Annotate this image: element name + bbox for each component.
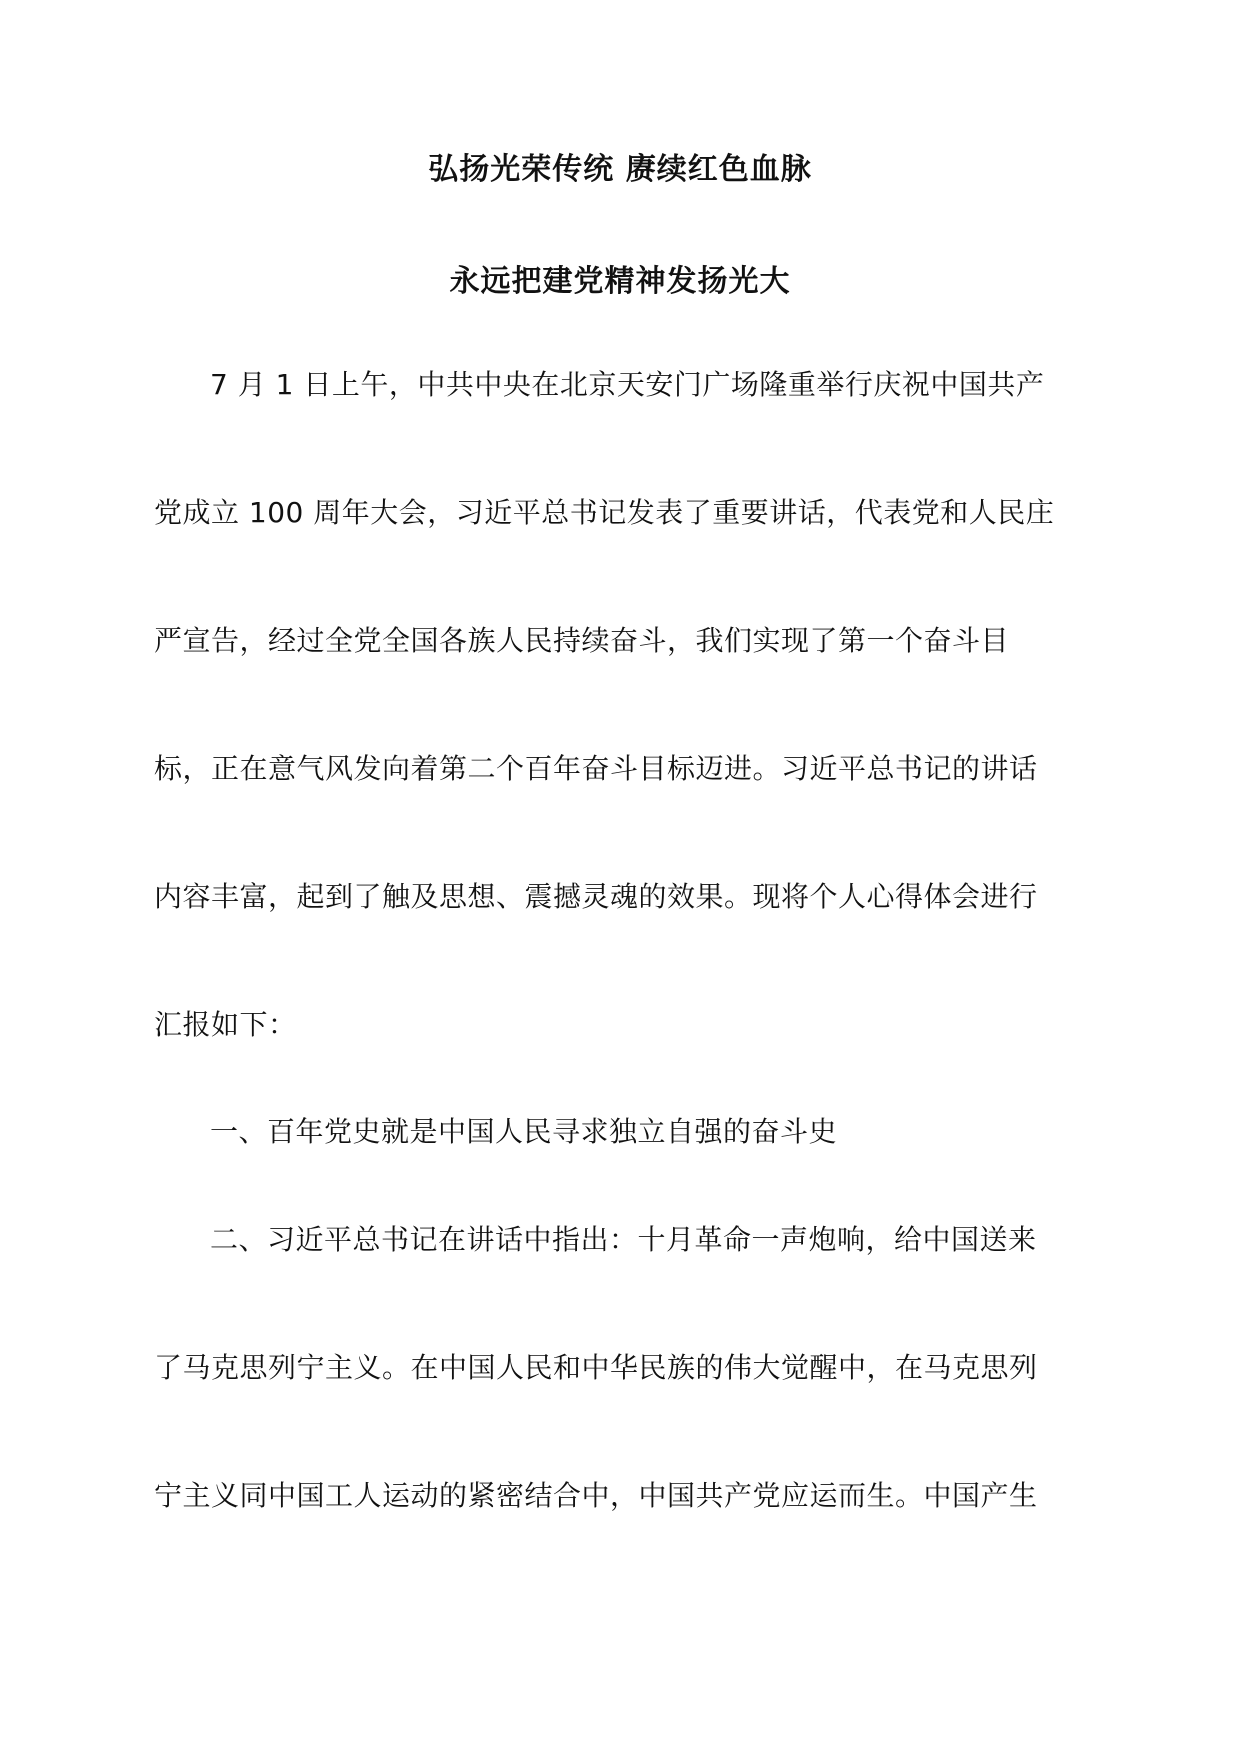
body-line: 内容丰富，起到了触及思想、震撼灵魂的效果。现将个人心得体会进行 bbox=[154, 880, 1038, 913]
body-line: 标，正在意气风发向着第二个百年奋斗目标迈进。习近平总书记的讲话 bbox=[154, 752, 1038, 785]
body-line: 汇报如下： bbox=[154, 1008, 297, 1041]
body-line: 了马克思列宁主义。在中国人民和中华民族的伟大觉醒中，在马克思列 bbox=[154, 1351, 1038, 1384]
document-title: 弘扬光荣传统 赓续红色血脉 bbox=[428, 152, 812, 187]
body-line: 党成立 100 周年大会，习近平总书记发表了重要讲话，代表党和人民庄 bbox=[154, 496, 1055, 529]
body-line: 严宣告，经过全党全国各族人民持续奋斗，我们实现了第一个奋斗目 bbox=[154, 624, 1010, 657]
body-line: 二、习近平总书记在讲话中指出：十月革命一声炮响，给中国送来 bbox=[210, 1223, 1037, 1256]
body-line: 7 月 1 日上午，中共中央在北京天安门广场隆重举行庆祝中国共产 bbox=[210, 368, 1045, 401]
body-line: 宁主义同中国工人运动的紧密结合中，中国共产党应运而生。中国产生 bbox=[154, 1479, 1038, 1512]
section-heading: 一、百年党史就是中国人民寻求独立自强的奋斗史 bbox=[210, 1115, 838, 1148]
document-subtitle: 永远把建党精神发扬光大 bbox=[449, 264, 791, 299]
